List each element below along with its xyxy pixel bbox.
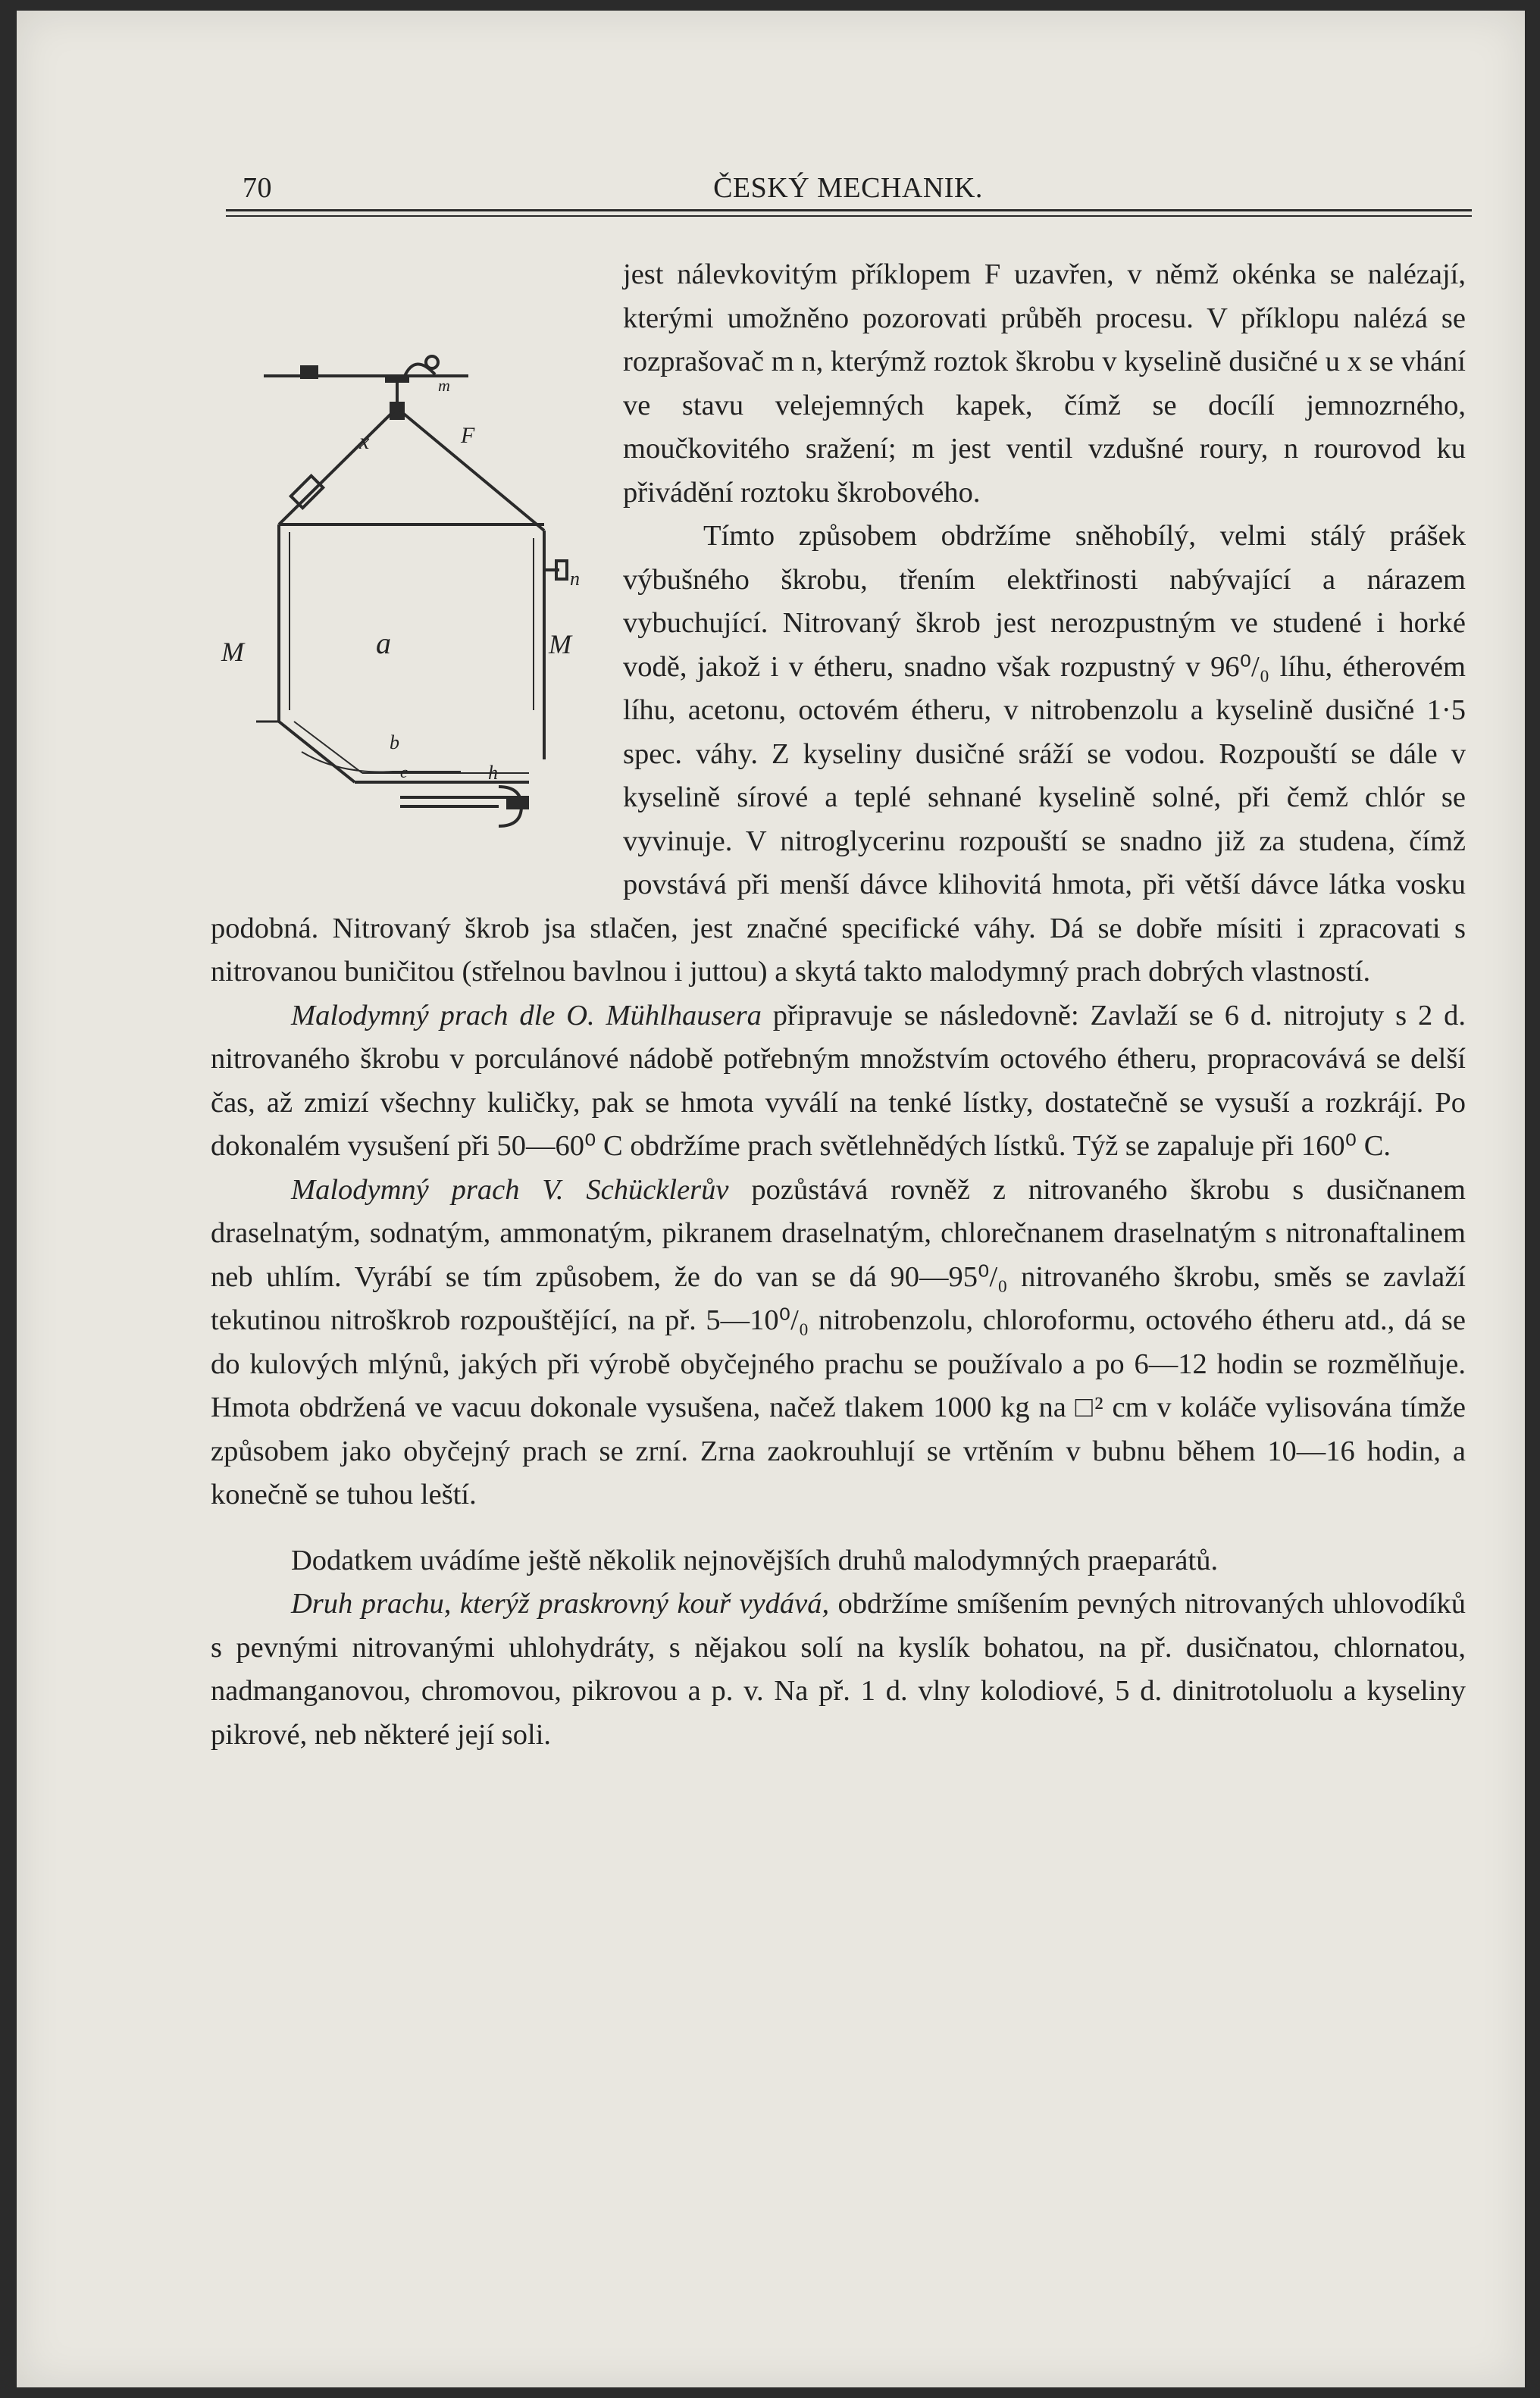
paragraph-4-lead: Malodymný prach V. Schücklerův (291, 1173, 729, 1206)
journal-title: ČESKÝ MECHANIK. (713, 172, 983, 204)
figure-label-m: m (438, 376, 450, 395)
page-number: 70 (243, 172, 272, 204)
paragraph-1: jest nálevkovitým příklopem F uzavřen, v němž okénka se nalézají, kterými umožněno pozorovati průběh procesu. V příklopu nalézá se rozprašovač m n, kterýmž roztok škrobu v kyselině dusičné u x se vhání ve stavu velejemných kapek, čímž se docílí jemnozrného, moučkovitého sražení; m jest ventil vzdušné roury, n rourovod ku přivádění roztoku škrobového. (623, 258, 1466, 509)
figure-label-M-left: M (221, 637, 244, 667)
paragraph-6-text: obdržíme smíšením pevných nitrovaných uhlovodíků s pevnými nitrovanými uhlohydráty, s nějakou solí na kyslík bohatou, na př. dusičnatou, chlornatou, nadmanganovou, chromovou, pikrovou a p. v. Na př. 1 d. vlny kolodiové, 5 d. dinitrotoluolu a kyseliny pikrové, neb některé její soli. (211, 1588, 1466, 1751)
figure-label-x: x (359, 429, 370, 454)
figure-label-n: n (570, 568, 580, 590)
body-text (211, 253, 1466, 1757)
paragraph-2: Tímto způsobem obdržíme sněhobílý, velmi stálý prášek výbušného škrobu, třením elektřinosti nabývající a nárazem vybuchující. Nitrovaný škrob jest nerozpustným ve studené i horké vodě, jakož i v étheru, snadno však rozpustný v 96⁰/₀ líhu, étherovém líhu, acetonu, octovém étheru, v nitrobenzolu a kyselině dusičné 1·5 spec. váhy. Z kyseliny dusičné sráží se vodou. Rozpouští se dále v kyselině sírové a teplé sehnané kyselině solné, při čemž chlór se vyvinuje. V nitroglycerinu rozpouští se snadno již za studena, čímž povstává při menší dávce klihovitá hmota, při větší dávce látka vosku podobná. Nitrovaný škrob jsa stlačen, jest značné specifické váhy. Dá se dobře mísiti i zpracovati s nitrovanou buničitou (střelnou bavlnou i juttou) a skytá takto malodymný prach dobrých vlastností. (211, 520, 1466, 988)
header-rule-thin (226, 215, 1472, 217)
paragraph-4-text: pozůstává rovněž z nitrovaného škrobu s dusičnanem draselnatým, sodnatým, ammonatým, pikranem draselnatým, chlorečnanem draselnatým s nitronaftalinem neb uhlím. Vyrábí se tím způsobem, že do van se dá 90—95⁰/₀ nitrovaného škrobu, směs se zavlaží tekutinou nitroškrob rozpouštějící, na př. 5—10⁰/₀ nitrobenzolu, chloroformu, octového étheru atd., dá se do kulových mlýnů, jakých při výrobě obyčejného prachu se používalo a po 6—12 hodin se rozmělňuje. Hmota obdržená ve vacuu dokonale vysušena, načež tlakem 1000 kg na □² cm v koláče vylisována tímže způsobem jako obyčejný prach se zrní. Zrna zaokrouhlují se vrtěním v bubnu během 10—16 hodin, a konečně se tuhou leští. (211, 1173, 1466, 1510)
apparatus-figure (211, 297, 605, 873)
figure-label-a: a (376, 626, 391, 660)
paragraph-4 (211, 1169, 1466, 1517)
header-rule (226, 209, 1472, 211)
figure-label-c: c (400, 762, 408, 781)
running-head (227, 171, 1469, 202)
paragraph-5: Dodatkem uvádíme ještě několik nejnovějších druhů malodymných praeparátů. (291, 1544, 1219, 1576)
paragraph-3-lead: Malodymný prach dle O. Mühlhausera (291, 999, 762, 1032)
paragraph-3-text: připravuje se následovně: Zavlaží se 6 d. nitrojuty s 2 d. nitrovaného škrobu v porculánové nádobě potřebným množstvím octového étheru, propracovává se delší čas, až zmizí všechny kuličky, pak se hmota vyválí na tenké lístky, dostatečně se vysuší a rozkrájí. Po dokonalém vysušení při 50—60⁰ C obdržíme prach světlehnědých lístků. Týž se zapaluje při 160⁰ C. (211, 999, 1466, 1162)
paragraph-6-lead: Druh prachu, kterýž praskrovný kouř vydává, (291, 1588, 830, 1620)
paragraph-6 (211, 1582, 1466, 1757)
figure-label-M-right: M (549, 629, 571, 659)
figure-label-h: h (488, 762, 498, 784)
figure-label-b: b (390, 731, 399, 753)
book-page (17, 11, 1525, 2387)
apparatus-drawing (211, 297, 605, 873)
paragraph-3 (211, 994, 1466, 1169)
figure-label-F: F (461, 423, 475, 448)
